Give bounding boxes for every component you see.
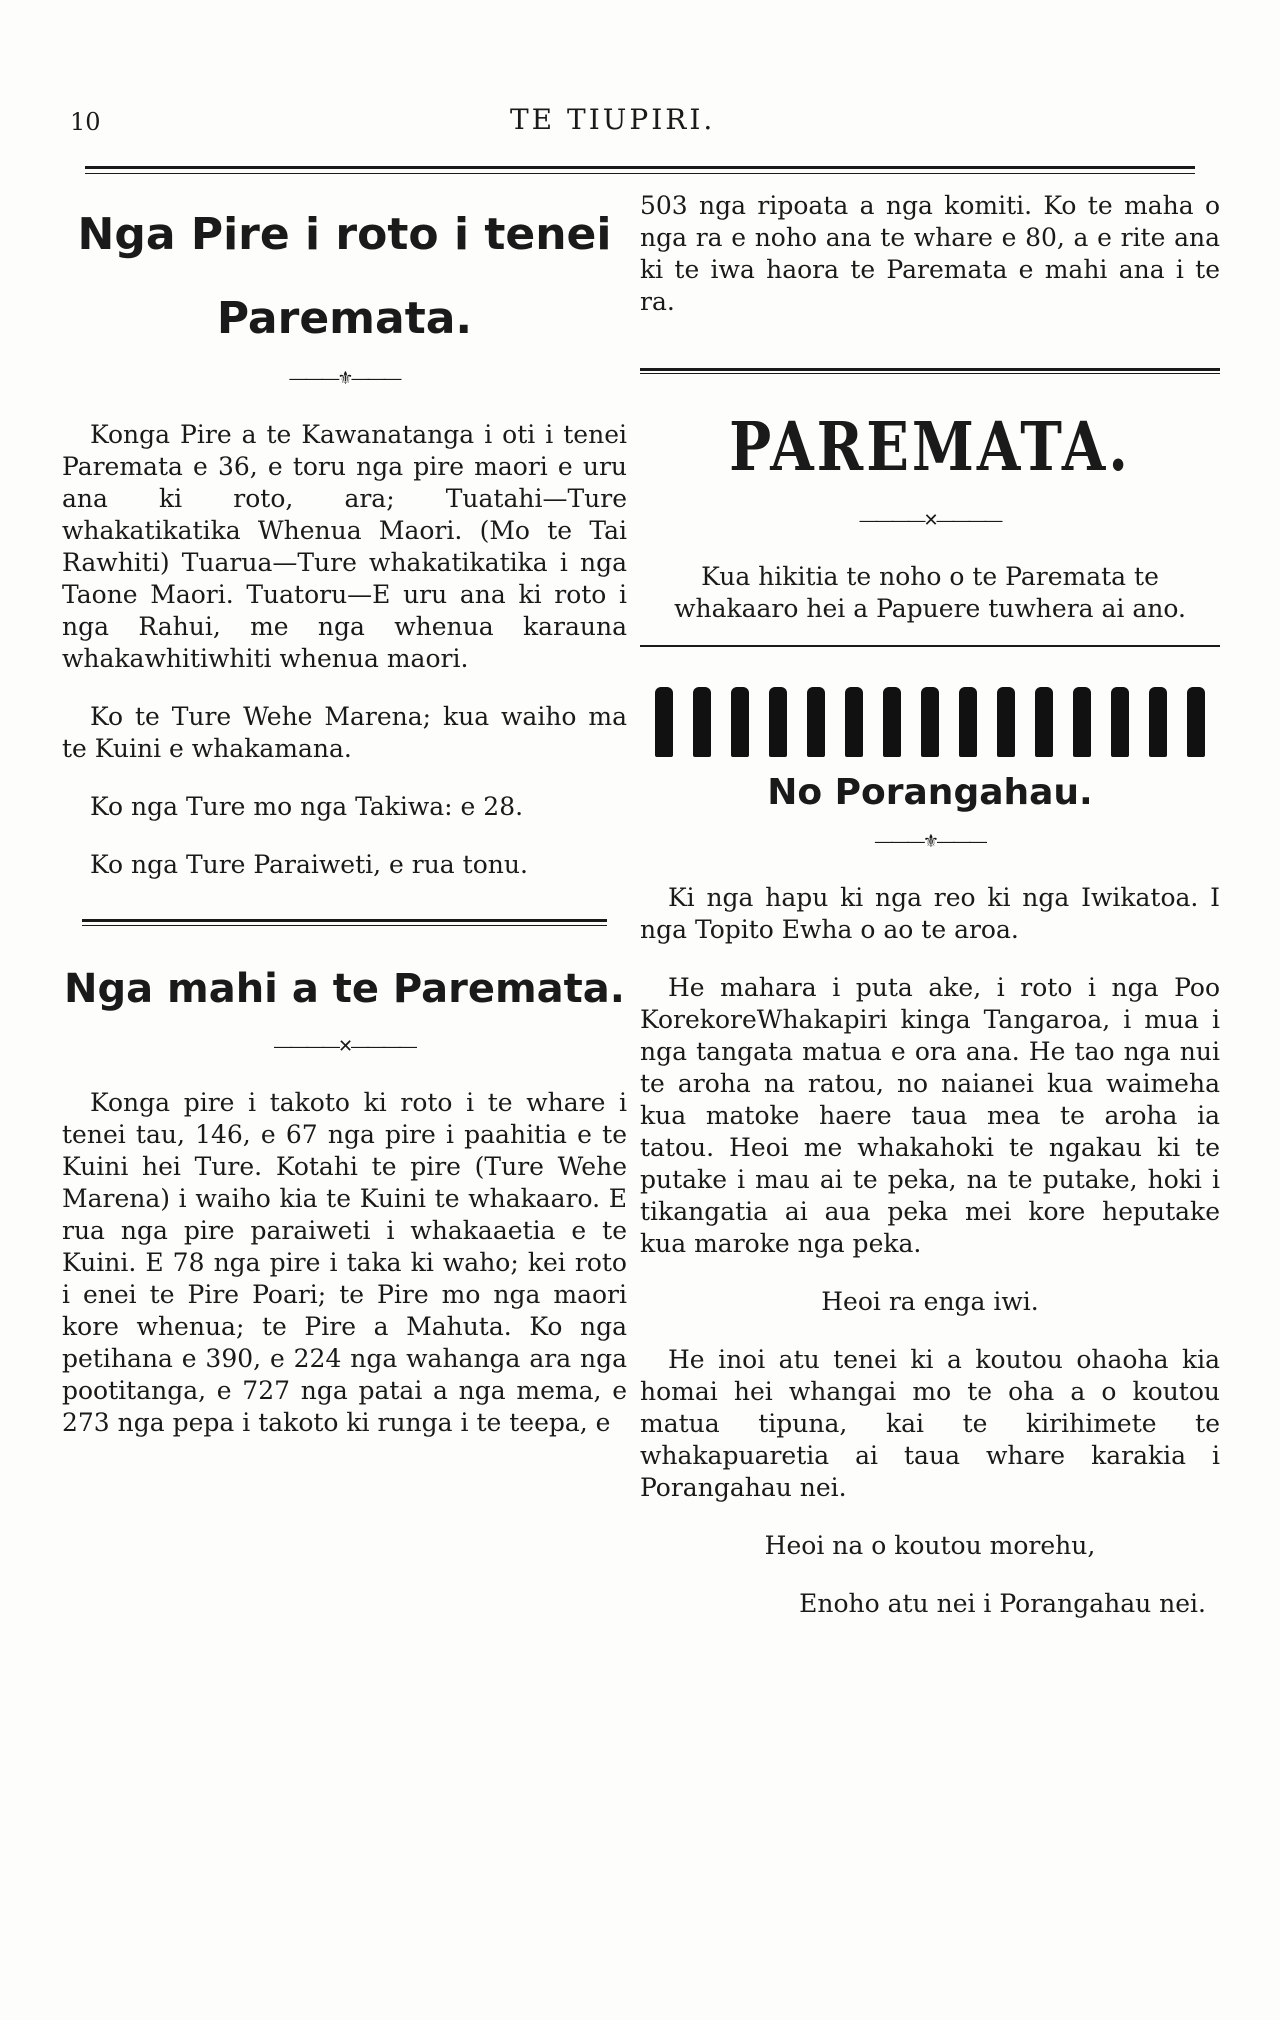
paragraph: Konga Pire a te Kawanatanga i oti i tenei Paremata e 36, e toru nga pire maori e uru ana ki roto, ara; Tuatahi—Ture whakatikatika Whenua Maori. (Mo te Tai Rawhiti) Tuarua—Ture whakatikatika i nga Taone Maori. Tuatoru—E uru ana ki roto i nga Rahui, me nga whenua karauna whakawhitiwhiti whenua maori. [62, 420, 627, 673]
header-rule [85, 166, 1195, 169]
ornament-divider: ―――⚜――― [874, 831, 986, 852]
header-rule-thin [85, 173, 1195, 174]
closing-signoff: Enoho atu nei i Porangahau nei. [799, 1589, 1206, 1618]
running-title: TE TIUPIRI. [510, 103, 716, 136]
paragraph: Ko nga Ture mo nga Takiwa: e 28. [90, 792, 524, 821]
paragraph: He mahara i puta ake, i roto i nga Poo KorekoreWhakapiri kinga Tangaroa, i mua i nga tangata matua e ora ana. He tao nga nui te aroha na ratou, no naianei kua waimeha kua matoke haere taua mea te aroha ia tatou. Heoi me whakahoki te ngakau ki te putake i mau ai te peka, na te putake, hoki i tikangatia ai aua peka mei kore heputake kua maroke nga peka. [640, 973, 1220, 1258]
paragraph: Ki nga hapu ki nga reo ki nga Iwikatoa. I nga Topito Ewha o ao te aroa. [640, 883, 1220, 944]
paragraph: Heoi ra enga iwi. [821, 1287, 1039, 1316]
article-heading-work: Nga mahi a te Paremata. [64, 966, 625, 1012]
page-number: 10 [70, 108, 101, 136]
left-column [62, 190, 627, 1439]
decorative-banner [640, 687, 1220, 757]
paragraph: Ko te Ture Wehe Marena; kua waiho ma te Kuini e whakamana. [62, 702, 627, 763]
ornament-divider: ――――✕―――― [859, 510, 1001, 531]
article-heading-bills: Nga Pire i roto i tenei [77, 209, 612, 260]
ornament-divider: ――――✕―――― [273, 1036, 416, 1057]
section-rule [640, 645, 1220, 647]
paremata-heading: PAREMATA. [729, 407, 1131, 487]
paragraph: Ko nga Ture Paraiweti, e rua tonu. [90, 850, 528, 879]
article-heading-bills-cont: Paremata. [216, 293, 473, 344]
section-rule [82, 919, 607, 926]
paragraph: 503 nga ripoata a nga komiti. Ko te maha o nga ra e noho ana te whare e 80, a e rite ana ki te iwa haora te Paremata e mahi ana i te ra. [640, 191, 1220, 316]
closing-line: Heoi na o koutou morehu, [764, 1531, 1096, 1560]
paragraph: He inoi atu tenei ki a koutou ohaoha kia homai hei whangai mo te oha a o koutou matua tipuna, kai te kirihimete te whakapuaretia ai taua whare karakia i Porangahau nei. [640, 1345, 1220, 1502]
porangahau-heading: No Porangahau. [767, 772, 1093, 813]
paragraph: Kua hikitia te noho o te Paremata te whakaaro hei a Papuere tuwhera ai ano. [674, 562, 1186, 623]
ornament-divider: ―――⚜――― [289, 368, 400, 389]
paragraph: Konga pire i takoto ki roto i te whare i tenei tau, 146, e 67 nga pire i paahitia e te Kuini hei Ture. Kotahi te pire (Ture Wehe Marena) i waiho kia te Kuini te whakaaro. E rua nga pire paraiweti i whakaaetia e te Kuini. E 78 nga pire i taka ki waho; kei roto i enei te Pire Poari; te Pire mo nga maori kore whenua; te Pire a Mahuta. Ko nga petihana e 390, e 224 nga wahanga ara nga pootitanga, e 727 nga patai a nga mema, e 273 nga pepa i takoto ki runga i te teepa, e [62, 1088, 627, 1437]
section-rule [640, 368, 1220, 374]
right-column [640, 190, 1220, 1620]
